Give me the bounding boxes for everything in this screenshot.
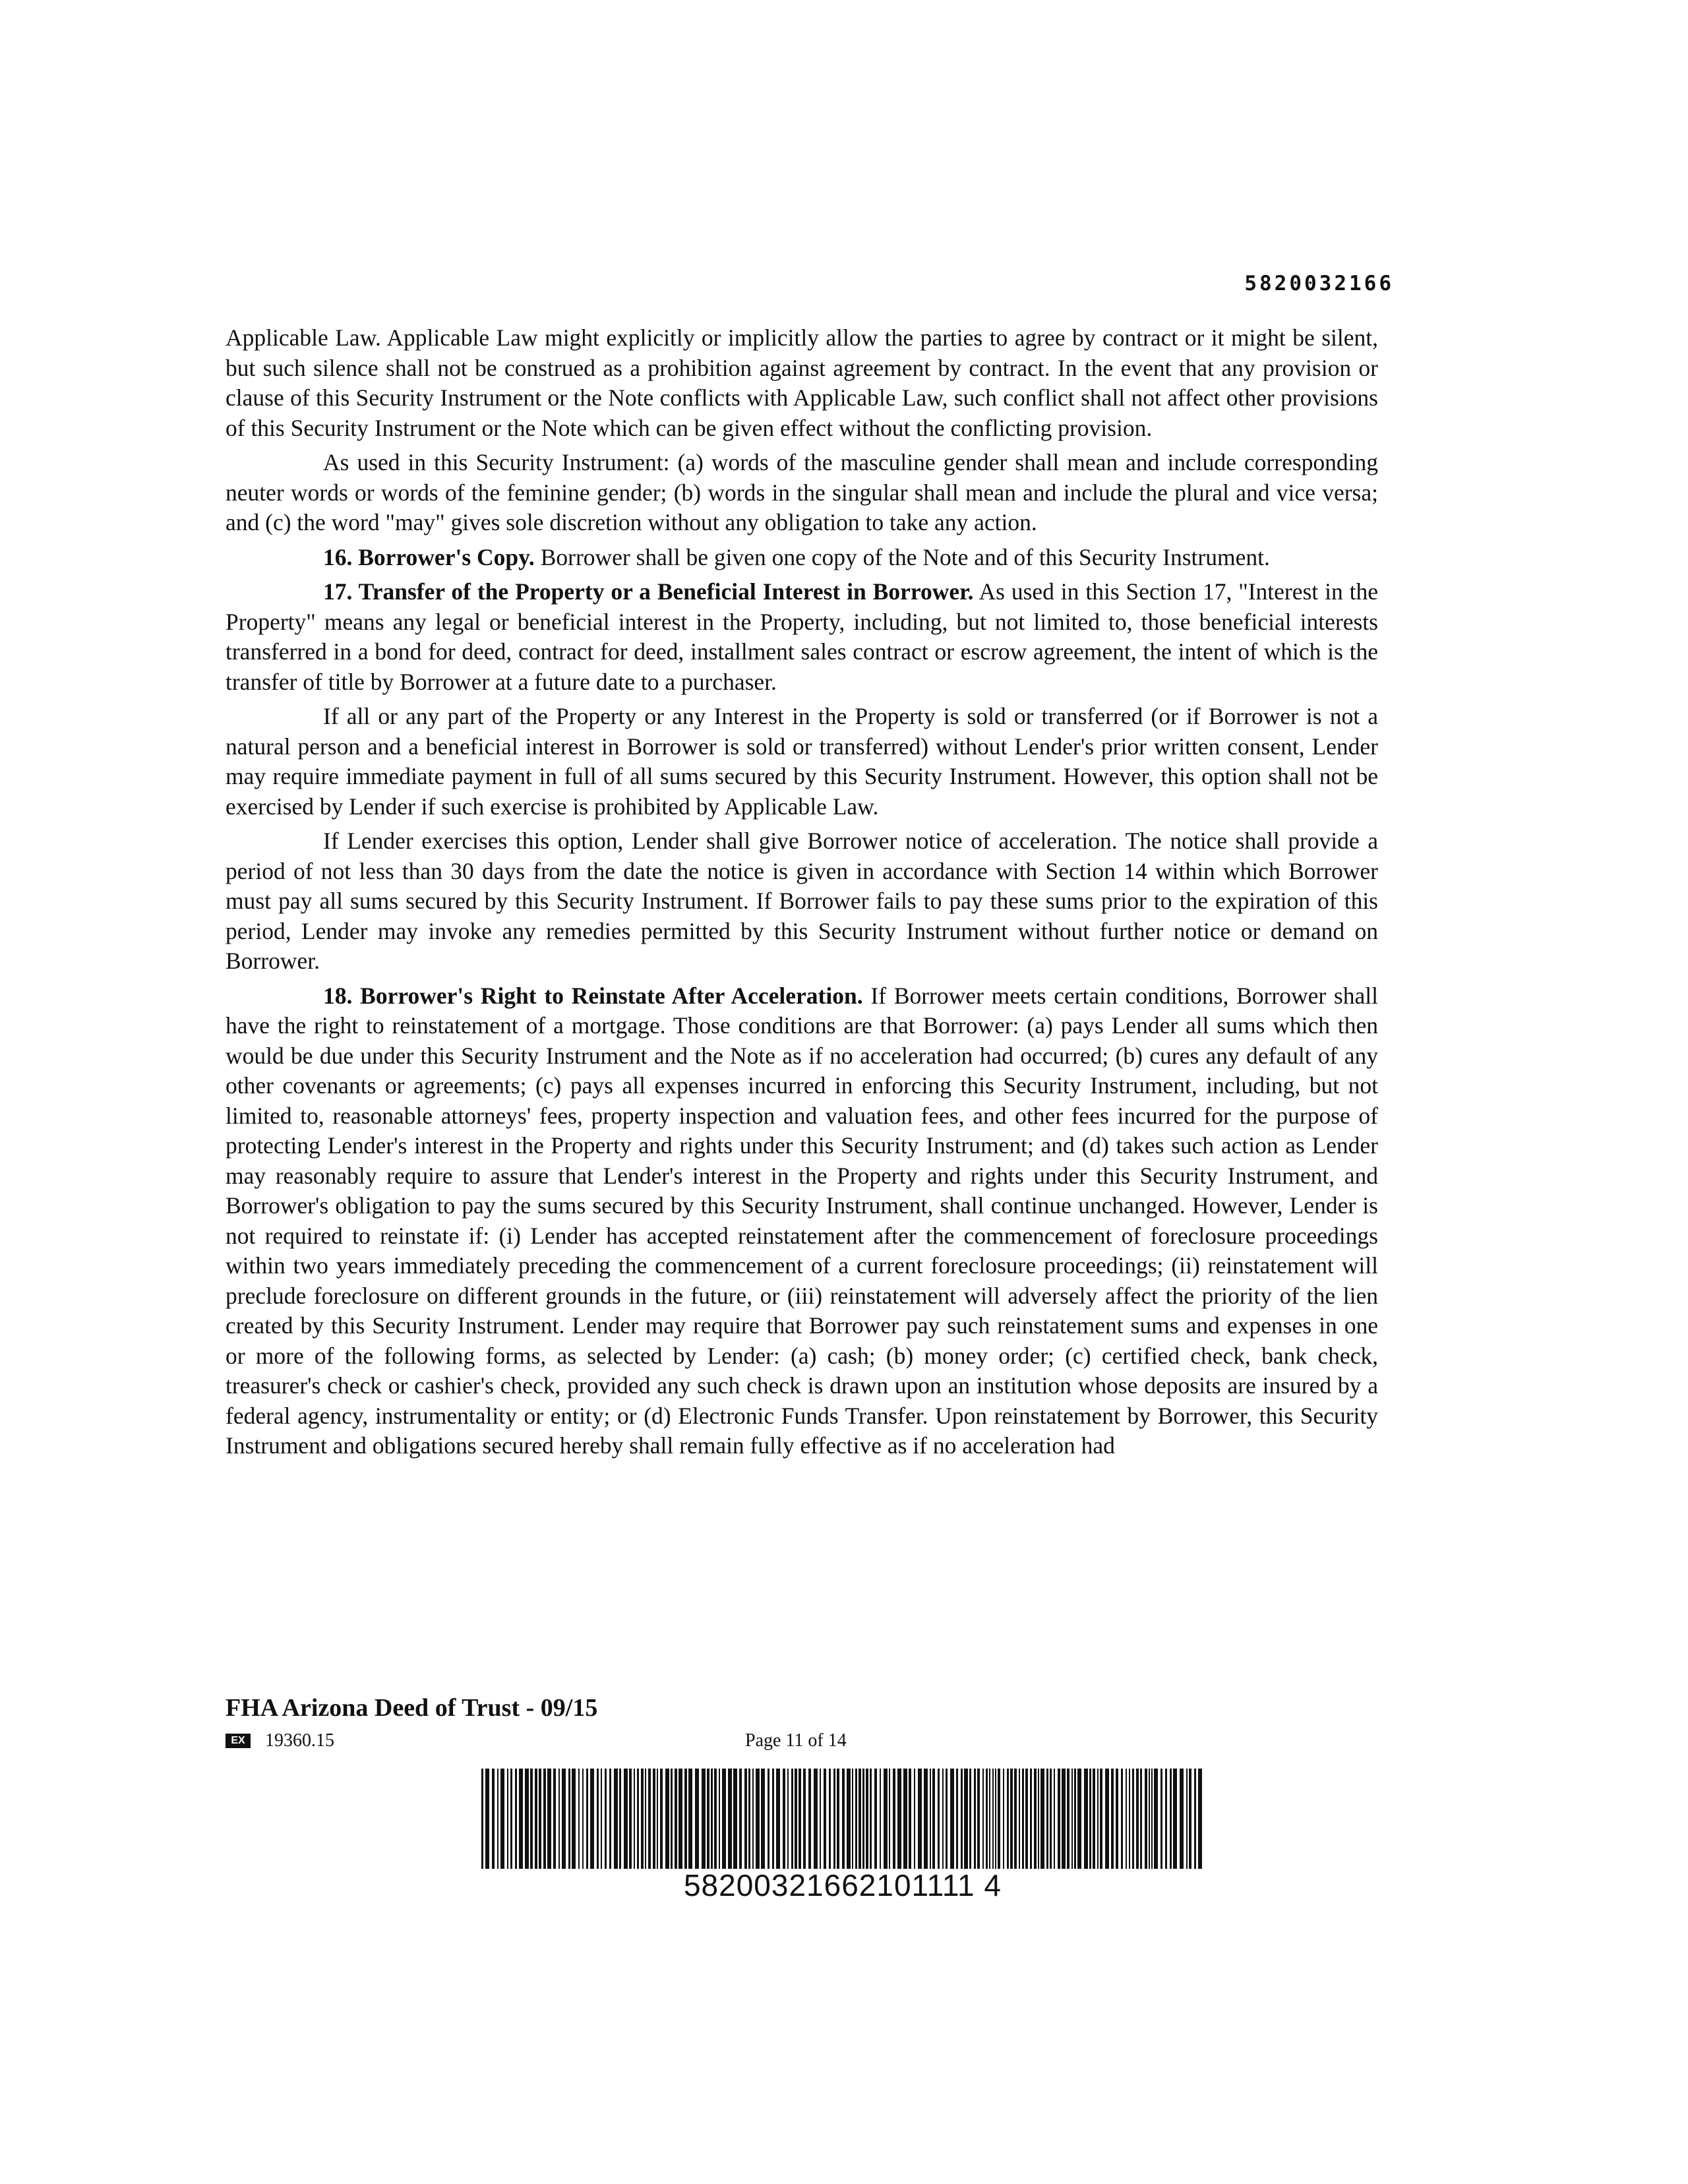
barcode-bar [1084,1769,1088,1869]
barcode-bar [768,1769,769,1869]
paragraph-text: As used in this Section 17, "Interest in the Property" means any legal or beneficial interest in the Property, including, but not limited to, those beneficial interests transferred in a bond for deed, contract for deed, installment sales contract or escrow agreement, the intent of which is the transfer of title by Borrower at a future date to a purchaser. [226,578,1378,695]
barcode-bar [874,1769,877,1869]
barcode-bar [648,1769,651,1869]
barcode-bar [695,1769,699,1869]
paragraph-6 [226,826,1378,977]
barcode-number: 58200321662101111 4 [683,1868,1002,1902]
barcode-bar [1180,1769,1184,1869]
form-title: FHA Arizona Deed of Trust - 09/15 [226,1694,598,1722]
barcode-bar [1050,1769,1052,1869]
barcode-bar [1151,1769,1153,1869]
barcode-bar [761,1769,765,1869]
barcode-bar [688,1769,692,1869]
barcode-bar [772,1769,774,1869]
barcode-bar [1140,1769,1142,1869]
barcode-bar [1019,1769,1020,1869]
barcode-bar [842,1769,845,1869]
barcode-bar [961,1769,963,1869]
barcode-bar [776,1769,780,1869]
barcode-bar [783,1769,785,1869]
page-number: Page 11 of 14 [745,1730,847,1751]
barcode-bar [547,1769,551,1869]
barcode-bar [671,1769,673,1869]
barcode-bar [637,1769,639,1869]
barcode-bar [702,1769,706,1869]
barcode-bar [1105,1769,1109,1869]
loan-number: 5820032166 [1244,272,1394,295]
form-number: 19360.15 [265,1730,334,1751]
barcode-bar [938,1769,940,1869]
barcode-bar [1010,1769,1013,1869]
barcode-bar [1034,1769,1037,1869]
barcode-bar [728,1769,732,1869]
section-heading: 17. Transfer of the Property or a Beneficial Interest in Borrower. [323,578,974,605]
barcode-bar [998,1769,1000,1869]
barcode-bar [974,1769,976,1869]
barcode-bar [507,1769,508,1869]
barcode-bar [609,1769,611,1869]
barcode-bar [1067,1769,1070,1869]
barcode-bar [657,1769,658,1869]
barcode-bar [1198,1769,1202,1869]
barcode-bar [641,1769,644,1869]
barcode-bar [824,1769,826,1869]
barcode-bar [829,1769,831,1869]
paragraph-5 [226,702,1378,822]
barcode-bar [752,1769,754,1869]
barcode-bar [803,1769,806,1869]
barcode-bar [675,1769,677,1869]
barcode-bar [590,1769,594,1869]
barcode-bar [722,1769,726,1869]
barcode-bar [903,1769,907,1869]
paragraph-text: Borrower shall be given one copy of the Note and of this Security Instrument. [534,543,1270,570]
barcode-bar [1186,1769,1188,1869]
paragraph-1 [226,323,1378,443]
barcode-bar [866,1769,868,1869]
barcode-bar [586,1769,588,1869]
barcode-bar [995,1769,996,1869]
barcode-bar [799,1769,801,1869]
barcode-bar [847,1769,851,1869]
barcode-bar [1014,1769,1017,1869]
barcode-bar [893,1769,895,1869]
barcode-bar [1189,1769,1191,1869]
barcode-bar [909,1769,911,1869]
barcode-bar [605,1769,607,1869]
barcode-bar [678,1769,682,1869]
barcode-bar [1093,1769,1095,1869]
barcode-bar [918,1769,922,1869]
barcode-bar [884,1769,888,1869]
barcode-bar [543,1769,546,1869]
barcode-bar [1160,1769,1162,1869]
barcode-bar [787,1769,789,1869]
section-heading: 18. Borrower's Right to Reinstate After Acceleration. [323,982,863,1009]
barcode-bar [862,1769,864,1869]
barcode-bar [1062,1769,1066,1869]
barcode-bar [492,1769,495,1869]
section-heading: 16. Borrower's Copy. [323,543,535,570]
barcode-bar [1136,1769,1139,1869]
barcode-bar [1054,1769,1055,1869]
barcode-bar [653,1769,655,1869]
barcode-bar [562,1769,566,1869]
barcode-bar [950,1769,954,1869]
barcode-bar [855,1769,857,1869]
barcode-bar [601,1769,602,1869]
barcode-bar [572,1769,576,1869]
barcode-bar [1154,1769,1158,1869]
paragraph-text: As used in this Security Instrument: (a) words of the masculine gender shall mean and include corresponding neuter words or words of the feminine gender; (b) words in the singular shall mean and include the plural and vice versa; and (c) the word "may" gives sole discretion without any obligation to take any action. [226,449,1378,535]
barcode-bar [515,1769,517,1869]
barcode-bar [578,1769,580,1869]
barcode-bar [992,1769,994,1869]
barcode-bar [1007,1769,1009,1869]
barcode-bar [1132,1769,1134,1869]
barcode-bar [485,1769,489,1869]
barcode-bar [1040,1769,1044,1869]
barcode-bar [1025,1769,1028,1869]
barcode-bar [665,1769,669,1869]
barcode-bar [597,1769,599,1869]
barcode-bar [880,1769,881,1869]
barcode-bar [859,1769,861,1869]
barcode-bar [1077,1769,1081,1869]
barcode-bar [500,1769,504,1869]
barcode-bar [1071,1769,1073,1869]
barcode-bar [530,1769,533,1869]
barcode-bar [989,1769,990,1869]
barcode-bar [1100,1769,1102,1869]
barcode-bar [539,1769,541,1869]
barcode-bar [1194,1769,1196,1869]
barcode-bar [582,1769,584,1869]
ellie-mae-ex-icon: EX [226,1734,251,1748]
barcode-bar [914,1769,915,1869]
barcode-bar [629,1769,632,1869]
barcode-bar [497,1769,498,1869]
barcode-bar [795,1769,797,1869]
barcode-bar [1046,1769,1048,1869]
barcode-bar [684,1769,687,1869]
barcode-bar [719,1769,720,1869]
barcode-bar [744,1769,747,1869]
barcode-bar [714,1769,717,1869]
paragraph-text: If Borrower meets certain conditions, Borrower shall have the right to reinstatement of a mortgage. Those conditions are that Borrower: (a) pays Lender all sums which then would be due under this Security Instrument and the Note as if no acceleration had occurred; (b) cures any default of any other covenants or agreements; (c) pays all expenses incurred in enforcing this Security Instrument, including, but not limited to, reasonable attorneys' fees, property inspection and valuation fees, and other fees incurred for the purpose of protecting Lender's interest in the Property and rights under this Security Instrument; and (d) takes such action as Lender may reasonably require to assure that Lender's interest in the Property and rights under this Security Instrument, and Borrower's obligation to pay the sums secured by this Security Instrument, shall continue unchanged. However, Lender is not required to reinstate if: (i) Lender has accepted reinstatement after the commencement of foreclosure proceedings within two years immediately preceding the commencement of a current foreclosure proceedings; (ii) reinstatement will preclude foreclosure on different grounds in the future, or (iii) reinstatement will adversely affect the priority of the lien created by this Security Instrument. Lender may require that Borrower pay such reinstatement sums and expenses in one or more of the following forms, as selected by Lender: (a) cash; (b) money order; (c) certified check, bank check, treasurer's check or cashier's check, provided any such check is drawn upon an institution whose deposits are insured by a federal agency, instrumentality or entity; or (d) Electronic Funds Transfer. Upon reinstatement by Borrower, this Security Instrument and obligations secured hereby shall remain fully effective as if no acceleration had [226,982,1378,1459]
barcode-bar [510,1769,512,1869]
barcode-bar [897,1769,901,1869]
barcode-bar [619,1769,621,1869]
barcode-bar [986,1769,988,1869]
barcode-bar [1129,1769,1130,1869]
paragraph-text: If all or any part of the Property or any Interest in the Property is sold or transferred (or if Borrower is not a natural person and a beneficial interest in Borrower is sold or transferred) without Lender's prior written consent, Lender may require immediate payment in full of all sums secured by this Security Instrument. However, this option shall not be exercised by Lender if such exercise is prohibited by Applicable Law. [226,703,1378,820]
barcode-bar [982,1769,984,1869]
barcode-bar [791,1769,793,1869]
paragraph-2 [226,448,1378,538]
barcode-bar [814,1769,818,1869]
barcode-bar [525,1769,529,1869]
barcode-bar [756,1769,760,1869]
barcode-bar [1116,1769,1118,1869]
section-18 [226,981,1378,1461]
barcode-bar [707,1769,709,1869]
barcode [481,1769,1204,1869]
barcode-bar [969,1769,971,1869]
barcode-bar [1170,1769,1172,1869]
barcode-bar [820,1769,821,1869]
document-body [226,323,1378,1466]
barcode-bar [1058,1769,1060,1869]
barcode-bar [645,1769,646,1869]
barcode-bar [946,1769,948,1869]
paragraph-text: If Lender exercises this option, Lender shall give Borrower notice of acceleration. The notice shall provide a period of not less than 30 days from the date the notice is given in accordance with Section 14 within which Borrower must pay all sums secured by this Security Instrument. If Borrower fails to pay these sums prior to the expiration of this period, Lender may invoke any remedies permitted by this Security Instrument without further notice or demand on Borrower. [226,828,1378,974]
barcode-bar [1097,1769,1099,1869]
barcode-bar [660,1769,663,1869]
paragraph-text: Applicable Law. Applicable Law might explicitly or implicitly allow the parties to agree by contract or it might be silent, but such silence shall not be construed as a prohibition against agreement by contract. In the event that any provision or clause of this Security Instrument or the Note conflicts with Applicable Law, such conflict shall not affect other provisions of this Security Instrument or the Note which can be given effect without the conflicting provision. [226,324,1378,441]
barcode-bar [837,1769,839,1869]
barcode-bar [748,1769,750,1869]
barcode-bar [889,1769,890,1869]
barcode-bar [870,1769,872,1869]
barcode-bar [924,1769,928,1869]
barcode-bar [1003,1769,1004,1869]
barcode-bar [634,1769,635,1869]
barcode-bar [711,1769,713,1869]
barcode-bar [481,1769,483,1869]
barcode-bar [1149,1769,1150,1869]
barcode-bar [852,1769,853,1869]
barcode-bar [1126,1769,1127,1869]
barcode-bar [932,1769,935,1869]
barcode-bar [964,1769,968,1869]
barcode-bar [808,1769,811,1869]
barcode-bar [1038,1769,1039,1869]
barcode-bar [1121,1769,1123,1869]
barcode-bar [553,1769,556,1869]
barcode-bar [558,1769,560,1869]
barcode-bar [930,1769,931,1869]
barcode-bar [1165,1769,1167,1869]
section-16 [226,543,1378,573]
barcode-bar [977,1769,980,1869]
barcode-bar [614,1769,618,1869]
barcode-bar [1173,1769,1177,1869]
barcode-bar [1145,1769,1147,1869]
barcode-bar [956,1769,958,1869]
barcode-bar [1089,1769,1091,1869]
barcode-bar [1030,1769,1032,1869]
barcode-bar [519,1769,523,1869]
barcode-bar [942,1769,944,1869]
barcode-bar [1074,1769,1076,1869]
barcode-bar [739,1769,742,1869]
section-17 [226,577,1378,697]
barcode-bar [833,1769,835,1869]
barcode-bar [535,1769,537,1869]
barcode-bar [624,1769,628,1869]
barcode-bar [1022,1769,1024,1869]
form-number-row [226,1730,334,1751]
barcode-bar [1111,1769,1114,1869]
barcode-bar [733,1769,737,1869]
barcode-bar [568,1769,570,1869]
